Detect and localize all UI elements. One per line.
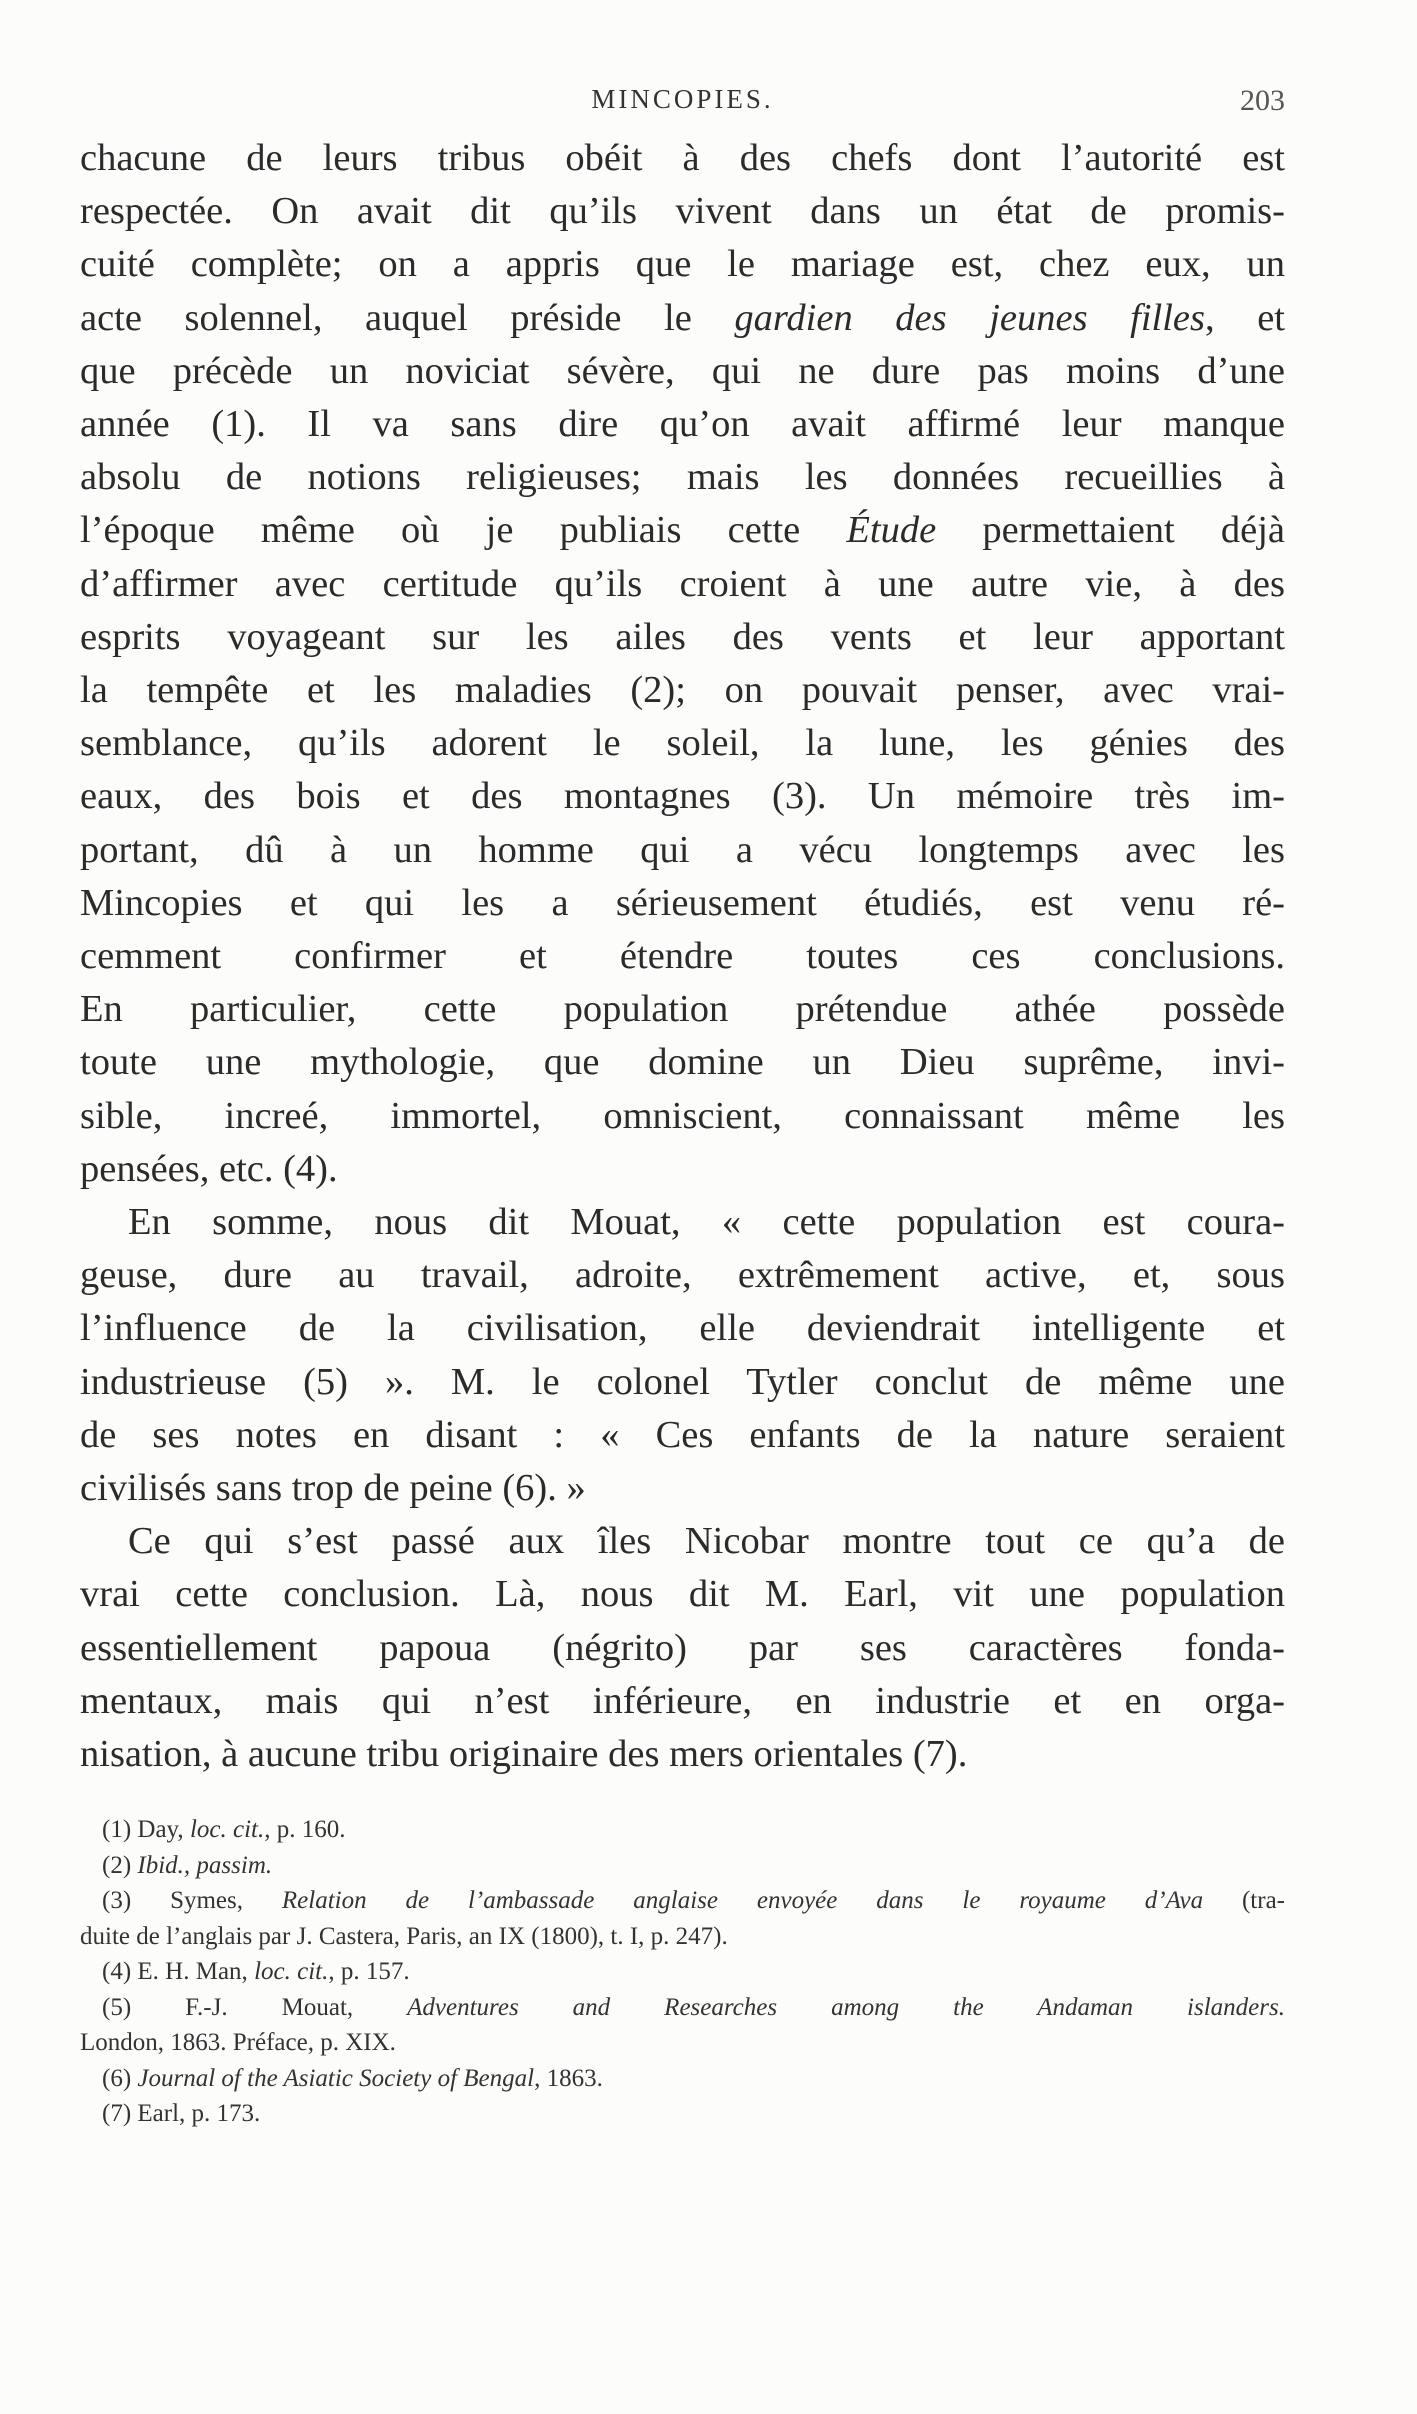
text-line: pensées, etc. (4).	[80, 1147, 338, 1190]
text-line: portant, dû à un homme qui a vécu longtemps avec les	[80, 828, 1285, 871]
text-line: mentaux, mais qui n’est inférieure, en industrie et en orga-	[80, 1679, 1285, 1722]
text-line: En somme, nous dit Mouat, « cette population est coura-	[128, 1201, 1285, 1244]
running-title: MINCOPIES.	[591, 84, 774, 114]
text-line: absolu de notions religieuses; mais les données recueillies à	[80, 456, 1285, 499]
text-line: que précède un noviciat sévère, qui ne dure pas moins d’une	[80, 349, 1285, 392]
text-line: esprits voyageant sur les ailes des vents et leur apportant	[80, 615, 1285, 658]
italic-phrase: Étude	[846, 509, 937, 552]
text-line: chacune de leurs tribus obéit à des chefs dont l’autorité est	[80, 137, 1285, 179]
paragraph-1	[80, 132, 1285, 1196]
text-line: sible, increé, immortel, omniscient, connaissant même les	[80, 1094, 1285, 1137]
text-line: vrai cette conclusion. Là, nous dit M. Earl, vit une population	[80, 1573, 1285, 1616]
text-line: Mincopies et qui les a sérieusement étudiés, est venu ré-	[80, 881, 1285, 924]
paragraph-2	[80, 1196, 1285, 1515]
text-line: nisation, à aucune tribu originaire des mers orientales (7).	[80, 1733, 968, 1776]
text-line: l’influence de la civilisation, elle deviendrait intelligente et	[80, 1307, 1285, 1350]
footnote-2: (2) Ibid., passim.	[102, 1851, 273, 1879]
footnote-3: (3) Symes, Relation de l’ambassade anglaise envoyée dans le royaume d’Ava (tra-	[102, 1887, 1285, 1914]
text-line: civilisés sans trop de peine (6). »	[80, 1467, 586, 1510]
footnotes	[80, 1812, 1285, 2132]
text-line: cemment confirmer et étendre toutes ces conclusions.	[80, 935, 1285, 978]
footnote-4: (4) E. H. Man, loc. cit., p. 157.	[102, 1958, 410, 1985]
text-line: eaux, des bois et des montagnes (3). Un mémoire très im-	[80, 775, 1285, 818]
text-line: cuité complète; on a appris que le mariage est, chez eux, un	[80, 243, 1285, 286]
text-line: Ce qui s’est passé aux îles Nicobar montre tout ce qu’a de	[128, 1520, 1285, 1563]
text-line: l’époque même où je publiais cette Étude permettaient déjà	[80, 509, 1285, 552]
footnote-3-continued: duite de l’anglais par J. Castera, Paris, an IX (1800), t. I, p. 247).	[80, 1922, 728, 1950]
text-line: semblance, qu’ils adorent le soleil, la lune, les génies des	[80, 722, 1285, 765]
text-line: En particulier, cette population prétendue athée possède	[80, 988, 1285, 1031]
footnote-5: (5) F.-J. Mouat, Adventures and Researches among the Andaman islanders.	[102, 1993, 1285, 2021]
running-head	[80, 84, 1285, 124]
footnote-7: (7) Earl, p. 173.	[102, 2100, 261, 2127]
text-line: de ses notes en disant : « Ces enfants de la nature seraient	[80, 1413, 1285, 1456]
footnote-6: (6) Journal of the Asiatic Society of Bengal, 1863.	[102, 2064, 603, 2092]
text-line: d’affirmer avec certitude qu’ils croient à une autre vie, à des	[80, 562, 1285, 605]
footnote-5-continued: London, 1863. Préface, p. XIX.	[80, 2029, 396, 2056]
page-number: 203	[1240, 84, 1285, 117]
text-line: essentiellement papoua (négrito) par ses caractères fonda-	[80, 1626, 1285, 1669]
italic-phrase: gardien des jeunes filles	[734, 296, 1205, 339]
text-line: respectée. On avait dit qu’ils vivent dans un état de promis-	[80, 190, 1285, 233]
footnote-1: (1) Day, loc. cit., p. 160.	[102, 1816, 346, 1843]
text-line: industrieuse (5) ». M. le colonel Tytler conclut de même une	[80, 1360, 1285, 1403]
body-text	[80, 132, 1285, 1781]
text-line: geuse, dure au travail, adroite, extrêmement active, et, sous	[80, 1254, 1285, 1297]
text-line: toute une mythologie, que domine un Dieu suprême, invi-	[80, 1041, 1285, 1084]
text-line: année (1). Il va sans dire qu’on avait affirmé leur manque	[80, 403, 1285, 446]
text-line: acte solennel, auquel préside le gardien des jeunes filles, et	[80, 296, 1285, 339]
text-line: la tempête et les maladies (2); on pouvait penser, avec vrai-	[80, 669, 1285, 712]
paragraph-3	[80, 1515, 1285, 1781]
